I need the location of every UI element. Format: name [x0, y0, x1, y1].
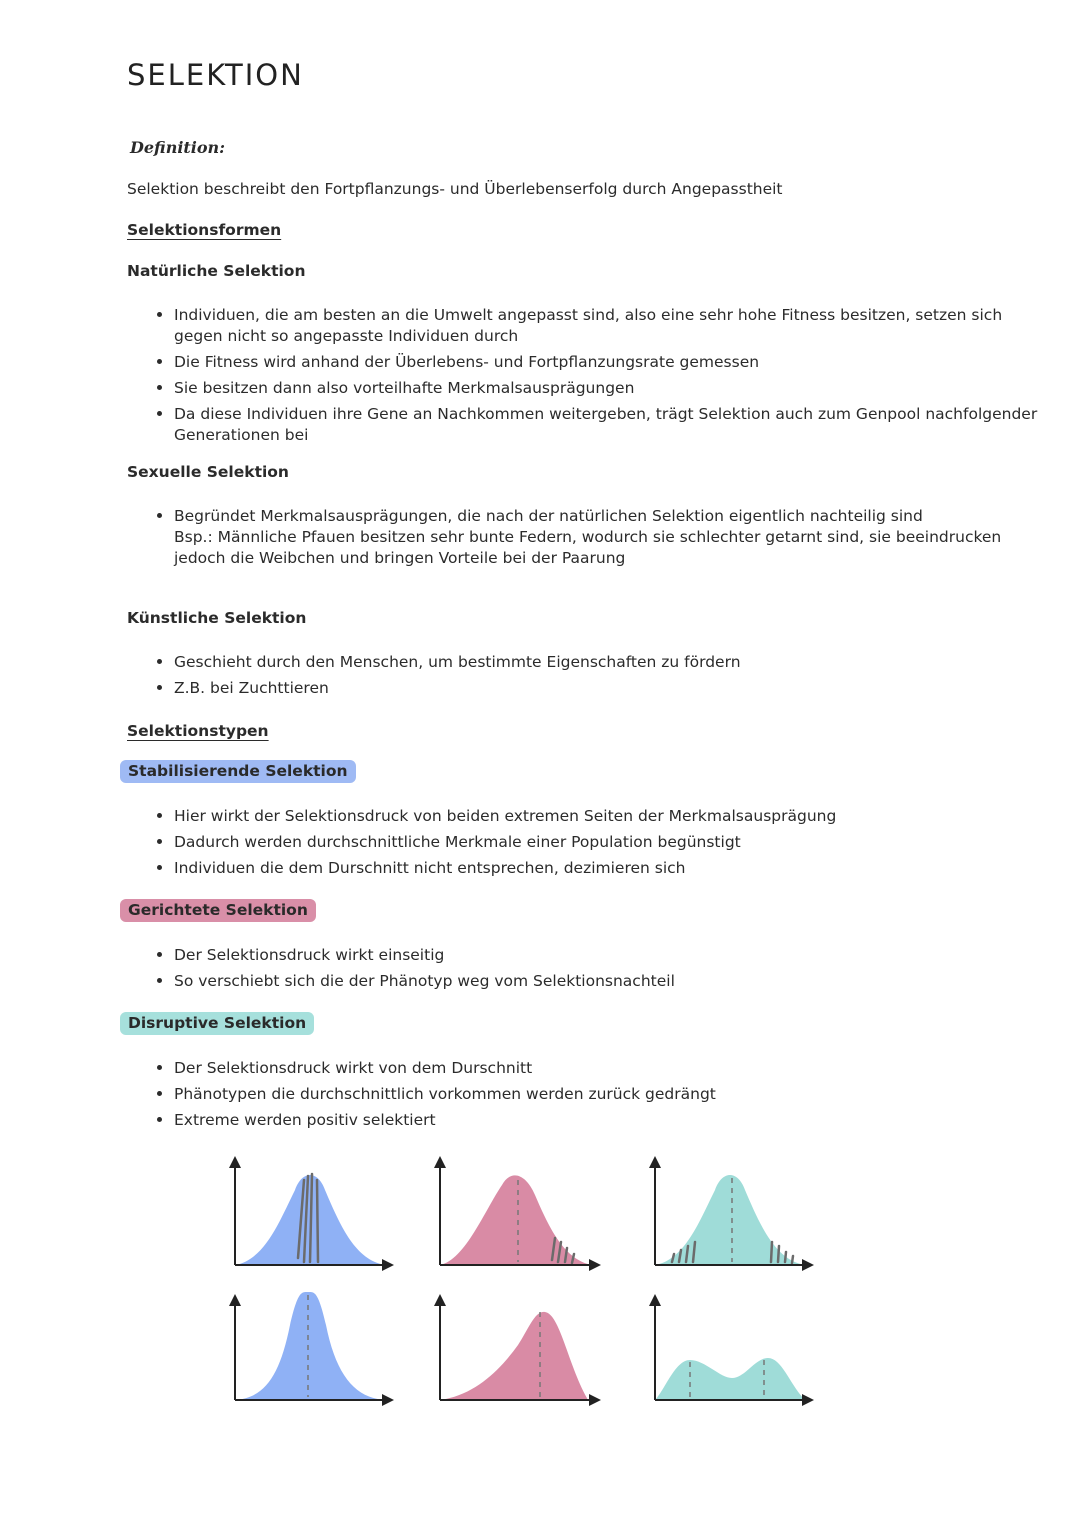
definition-text: Selektion beschreibt den Fortpflanzungs- und Überlebenserfolg durch Angepasstheit — [127, 180, 783, 198]
diagram-stabilisierend-before — [235, 1162, 388, 1265]
example-text: Bsp.: Männliche Pfauen besitzen sehr bunte Federn, wodurch sie schlechter getarnt sind, sie beeindrucken jedoch die Weibchen und bringen Vorteile bei der Paarung — [174, 528, 1002, 567]
selection-diagrams — [220, 1150, 840, 1420]
list-item-text: • Begründet Merkmalsausprägungen, die nach der natürlichen Selektion eigentlich nachteilig sind — [174, 507, 923, 525]
stabilisierende-selektion-heading: Stabilisierende Selektion — [120, 760, 356, 783]
list-item: • Phänotypen die durchschnittlich vorkommen werden zurück gedrängt — [174, 1084, 1044, 1105]
list-item: • Der Selektionsdruck wirkt von dem Durschnitt — [174, 1058, 1044, 1079]
list-item: • Hier wirkt der Selektionsdruck von beiden extremen Seiten der Merkmalsausprägung — [174, 806, 1044, 827]
curve-stabilisierend-after — [235, 1292, 385, 1400]
page-title: SELEKTION — [127, 58, 304, 92]
list-item: • Individuen, die am besten an die Umwelt angepasst sind, also eine sehr hohe Fitness besitzen, setzen sich gegen nicht so angepasste Individuen durch — [174, 305, 1044, 347]
sexuelle-selektion-heading: Sexuelle Selektion — [127, 463, 289, 481]
curve-disruptiv-after — [655, 1358, 805, 1400]
kuenstliche-selektion-heading: Künstliche Selektion — [127, 609, 307, 627]
list-item: • Z.B. bei Zuchttieren — [174, 678, 1044, 699]
stabilisierende-selektion-list — [150, 806, 1044, 884]
diagram-gerichtet-after — [440, 1300, 595, 1400]
list-item: • Die Fitness wird anhand der Überlebens- und Fortpflanzungsrate gemessen — [174, 352, 1044, 373]
list-item: • Dadurch werden durchschnittliche Merkmale einer Population begünstigt — [174, 832, 1044, 853]
list-item: • Da diese Individuen ihre Gene an Nachkommen weitergeben, trägt Selektion auch zum Genpool nachfolgender Generationen bei — [174, 404, 1044, 446]
definition-label: Definition: — [130, 138, 226, 157]
natuerliche-selektion-list — [150, 305, 1044, 451]
list-item: • Geschieht durch den Menschen, um bestimmte Eigenschaften zu fördern — [174, 652, 1044, 673]
kuenstliche-selektion-list — [150, 652, 1044, 704]
list-item: • Extreme werden positiv selektiert — [174, 1110, 1044, 1131]
disruptive-selektion-list — [150, 1058, 1044, 1136]
list-item — [174, 506, 1044, 569]
disruptive-selektion-heading: Disruptive Selektion — [120, 1012, 314, 1035]
selektionsformen-heading: Selektionsformen — [127, 221, 282, 239]
curve-gerichtet-before — [440, 1175, 592, 1265]
gerichtete-selektion-list — [150, 945, 1044, 997]
diagram-stabilisierend-after — [235, 1292, 388, 1400]
gerichtete-selektion-heading: Gerichtete Selektion — [120, 899, 316, 922]
selektionstypen-heading: Selektionstypen — [127, 722, 269, 740]
sexuelle-selektion-list — [150, 506, 1044, 574]
list-item: • Der Selektionsdruck wirkt einseitig — [174, 945, 1044, 966]
diagram-gerichtet-before — [440, 1162, 595, 1265]
list-item: • Individuen die dem Durschnitt nicht entsprechen, dezimieren sich — [174, 858, 1044, 879]
list-item: • Sie besitzen dann also vorteilhafte Merkmalsausprägungen — [174, 378, 1044, 399]
natuerliche-selektion-heading: Natürliche Selektion — [127, 262, 306, 280]
curve-disruptiv-before — [655, 1175, 805, 1265]
diagram-disruptiv-before — [655, 1162, 808, 1265]
list-item: • So verschiebt sich die der Phänotyp weg vom Selektionsnachteil — [174, 971, 1044, 992]
curve-gerichtet-after — [440, 1312, 588, 1400]
diagram-disruptiv-after — [655, 1300, 808, 1400]
